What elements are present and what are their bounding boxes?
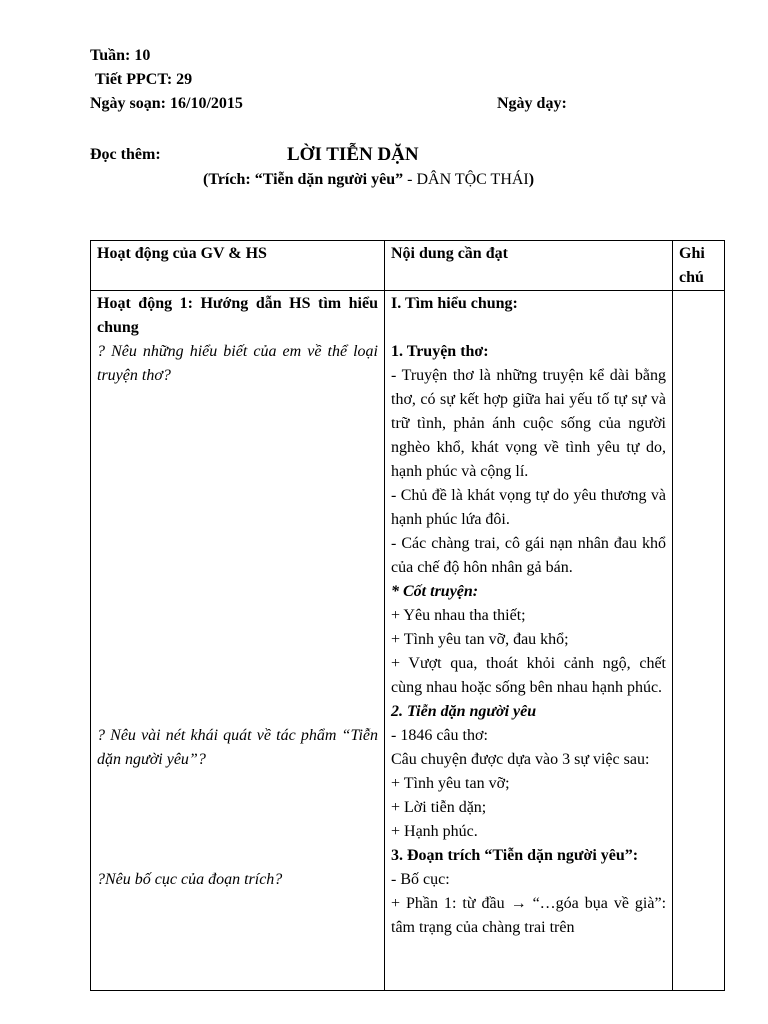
- question-work: ? Nêu vài nét khái quát về tác phẩm “Tiễn dặn người yêu”?: [97, 727, 378, 768]
- note-cell: [673, 291, 725, 991]
- plot-item: + Vượt qua, thoát khỏi cảnh ngộ, chết cùng nhau hoặc sống bên nhau hạnh phúc.: [391, 655, 666, 696]
- work-event: + Lời tiễn dặn;: [391, 799, 487, 816]
- plot-item: + Tình yêu tan vỡ, đau khổ;: [391, 631, 569, 648]
- subheading-genre: 1. Truyện thơ:: [391, 343, 489, 360]
- table-header-row: [91, 241, 725, 291]
- excerpt-structure: - Bố cục:: [391, 871, 450, 888]
- question-genre: ? Nêu những hiểu biết của em về thể loại truyện thơ?: [97, 343, 378, 384]
- period-label: Tiết PPCT: 29: [95, 71, 193, 88]
- genre-theme: - Chủ đề là khát vọng tự do yêu thương và hạnh phúc lứa đôi.: [391, 487, 666, 528]
- lesson-subtitle: [203, 171, 534, 189]
- question-structure: ?Nêu bố cục của đoạn trích?: [97, 871, 283, 888]
- part-1-text: “…góa bụa về già”: tâm trạng của chàng trai trên: [391, 895, 667, 936]
- work-event: + Hạnh phúc.: [391, 823, 478, 840]
- content-cell: [385, 291, 673, 991]
- col-header-note: Ghi chú: [673, 241, 725, 291]
- lesson-plan-table: [90, 240, 725, 991]
- plot-heading: * Cốt truyện:: [391, 583, 479, 600]
- work-verse-count: - 1846 câu thơ:: [391, 727, 488, 744]
- table-row: [91, 291, 725, 991]
- prepared-date: Ngày soạn: 16/10/2015: [90, 95, 243, 112]
- subtitle-source: (Trích: “Tiễn dặn người yêu”: [203, 171, 404, 188]
- col-header-activity: Hoạt động của GV & HS: [91, 241, 385, 291]
- genre-definition: - Truyện thơ là những truyện kể dài bằng thơ, có sự kết hợp giữa hai yếu tố tự sự và trữ tình, phản ánh cuộc sống của người nghèo khổ, khát vọng về tình yêu tự do, hạnh phúc và cộng lí.: [391, 367, 666, 480]
- subtitle-ethnic: - DÂN TỘC THÁI: [403, 171, 529, 188]
- section-label: Đọc thêm:: [90, 146, 161, 163]
- activity-cell: [91, 291, 385, 991]
- spacer: [391, 316, 666, 340]
- work-event: + Tình yêu tan vỡ;: [391, 775, 510, 792]
- lesson-title: LỜI TIỄN DẶN: [287, 144, 419, 165]
- subtitle-close: ): [528, 171, 535, 188]
- excerpt-part-1: [391, 892, 666, 940]
- spacer: [97, 772, 378, 868]
- subheading-work: 2. Tiễn dặn người yêu: [391, 703, 537, 720]
- col-header-content: Nội dung cần đạt: [385, 241, 673, 291]
- subheading-excerpt: 3. Đoạn trích “Tiễn dặn người yêu”:: [391, 847, 639, 864]
- spacer: [97, 388, 378, 724]
- teaching-date: Ngày dạy:: [497, 95, 567, 112]
- arrow-right-icon: →: [510, 895, 527, 912]
- genre-characters: - Các chàng trai, cô gái nạn nhân đau khổ của chế độ hôn nhân gả bán.: [391, 535, 666, 576]
- section-heading: I. Tìm hiểu chung:: [391, 295, 518, 312]
- part-1-prefix: + Phần 1: từ đầu: [391, 895, 511, 912]
- week-label: Tuần: 10: [90, 47, 151, 64]
- work-story-basis: Câu chuyện được dựa vào 3 sự việc sau:: [391, 751, 650, 768]
- plot-item: + Yêu nhau tha thiết;: [391, 607, 526, 624]
- activity-heading: Hoạt động 1: Hướng dẫn HS tìm hiểu chung: [97, 295, 378, 336]
